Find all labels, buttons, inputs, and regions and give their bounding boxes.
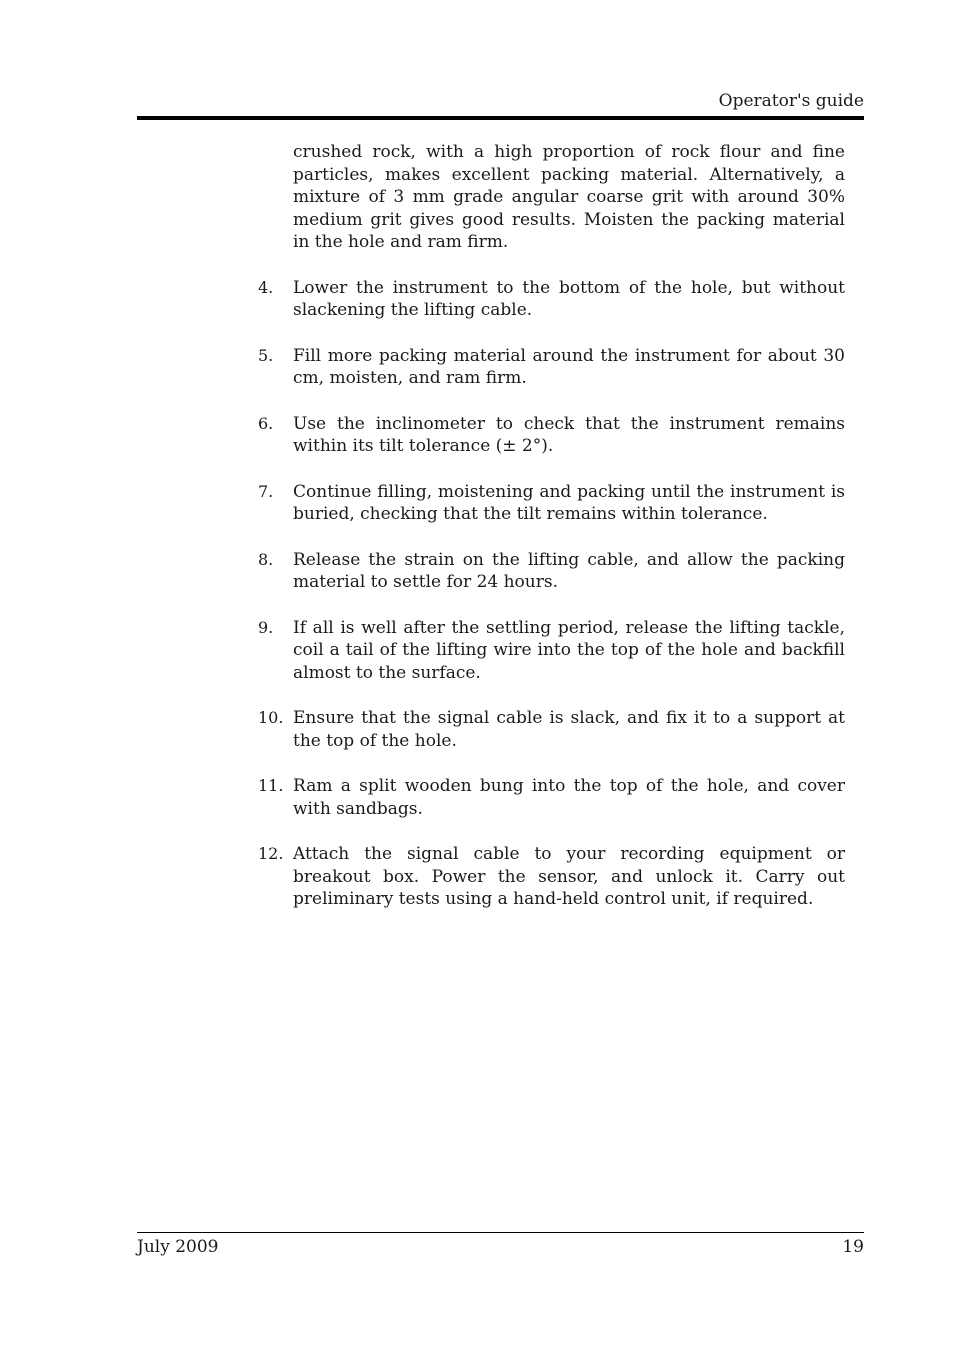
step-number: 12. (258, 844, 284, 863)
step-text: Release the strain on the lifting cable, and allow the packing material to settle for 24 hours. (293, 549, 845, 592)
step-item (258, 843, 845, 911)
header-rule (137, 116, 864, 120)
step-text: Ensure that the signal cable is slack, and fix it to a support at the top of the hole. (293, 708, 845, 751)
step-text: Fill more packing material around the instrument for about 30 cm, moisten, and ram firm. (293, 345, 845, 388)
step-number: 9. (258, 617, 274, 637)
step-number: 10. (258, 708, 284, 727)
step-text: Lower the instrument to the bottom of the hole, but without slackening the lifting cable. (293, 277, 845, 320)
running-header-title: Operator's guide (718, 91, 864, 111)
page-number: 19 (842, 1237, 864, 1257)
step-item (258, 345, 845, 390)
step-number: 4. (258, 277, 274, 297)
step-number: 8. (258, 549, 274, 569)
step-text: Ram a split wooden bung into the top of the hole, and cover with sandbags. (293, 776, 845, 819)
step-text: Attach the signal cable to your recording equipment or breakout box. Power the sensor, and unlock it. Carry out preliminary tests using a hand-held control unit, if required. (293, 844, 845, 909)
step-item (258, 617, 845, 685)
footer-rule (137, 1232, 864, 1233)
step-item (258, 277, 845, 322)
step-item (258, 549, 845, 594)
step-number: 7. (258, 481, 274, 501)
step-item (258, 481, 845, 526)
step-item (258, 775, 845, 820)
step-number: 11. (258, 776, 284, 795)
step-number: 6. (258, 413, 274, 433)
step-item (258, 707, 845, 752)
step-text: Continue filling, moistening and packing until the instrument is buried, checking that the tilt remains within tolerance. (293, 481, 845, 524)
footer-date: July 2009 (137, 1237, 219, 1257)
step-item (258, 413, 845, 458)
page-body (258, 141, 845, 934)
intro-paragraph: crushed rock, with a high proportion of rock flour and fine particles, makes excellent packing material. Alternatively, a mixture of 3 mm grade angular coarse grit with around 30% medium grit gives good results. Moisten the packing material in the hole and ram firm. (293, 142, 845, 252)
step-text: Use the inclinometer to check that the instrument remains within its tilt tolerance (± 2°). (293, 413, 845, 456)
step-number: 5. (258, 345, 274, 365)
step-text: If all is well after the settling period, release the lifting tackle, coil a tail of the lifting wire into the top of the hole and backfill almost to the surface. (293, 617, 845, 683)
